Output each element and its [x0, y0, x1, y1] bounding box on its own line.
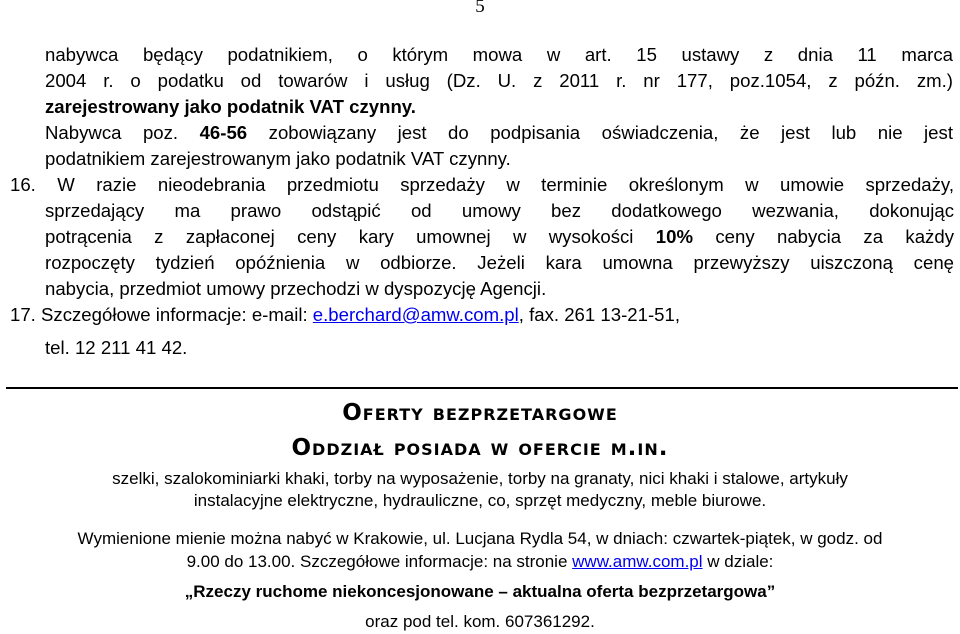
buyer-declaration-prefix: Nabywca poz.	[45, 122, 200, 143]
item-16-line-1-text: 16. W razie nieodebrania przedmiotu sprzedaży w terminie określonym w umowie sprzedaży,	[10, 174, 954, 195]
phone-number: tel. 12 211 41 42.	[45, 337, 188, 358]
item-16-line-2: sprzedający ma prawo odstąpić od umowy bez dodatkowego wezwania, dokonując	[45, 200, 954, 221]
item-16-line-5: nabycia, przedmiot umowy przechodzi w dyspozycję Agencji.	[45, 278, 547, 299]
offers-subtitle: Oddział posiada w ofercie m.in.	[291, 435, 669, 461]
item-16-line-3	[45, 224, 954, 250]
purchase-location: Wymienione mienie można nabyć w Krakowie, ul. Lucjana Rydla 54, w dniach: czwartek-piątek, w godz. od	[77, 529, 883, 548]
penalty-percent: 10%	[655, 226, 694, 247]
buyer-declaration-line-1	[45, 120, 953, 146]
item-17-contact	[10, 302, 680, 328]
item-17-prefix: 17. Szczegółowe informacje: e-mail:	[10, 304, 313, 325]
page-number: 5	[475, 0, 485, 17]
item-15-line-2: 2004 r. o podatku od towarów i usług (Dz. U. z 2011 r. nr 177, poz.1054, z późn. zm.)	[45, 70, 953, 91]
buyer-declaration-note	[45, 120, 953, 146]
fax-number: , fax. 261 13-21-51,	[518, 304, 680, 325]
purchase-hours	[0, 551, 960, 573]
item-16-line-3-prefix: potrącenia z zapłaconej ceny kary umownej w wysokości	[45, 226, 656, 247]
item-15-line-1: nabywca będący podatnikiem, o którym mowa w art. 15 ustawy z dnia 11 marca	[45, 44, 953, 65]
mobile-phone: oraz pod tel. kom. 607361292.	[365, 612, 595, 631]
item-15-vat-status: zarejestrowany jako podatnik VAT czynny.	[45, 96, 416, 117]
offer-items-line-2: instalacyjne elektryczne, hydrauliczne, co, sprzęt medyczny, meble biurowe.	[193, 491, 767, 510]
item-16-body	[45, 198, 954, 276]
offer-section-name: „Rzeczy ruchome niekoncesjonowane – aktualna oferta bezprzetargowa”	[184, 582, 776, 601]
offers-title: Oferty bezprzetargowe	[342, 400, 618, 426]
buyer-declaration-rest: zobowiązany jest do podpisania oświadczenia, że jest lub nie jest	[247, 122, 953, 143]
offer-items-line-1: szelki, szalokominiarki khaki, torby na wyposażenie, torby na granaty, nici khaki i stalowe, artykuły	[112, 469, 848, 488]
section-divider	[6, 387, 958, 389]
buyer-declaration-line-2: podatnikiem zarejestrowanym jako podatnik VAT czynny.	[45, 148, 511, 169]
purchase-hours-suffix: w dziale:	[702, 552, 774, 571]
item-16-line-1	[10, 172, 954, 198]
item-16-line-3-rest: ceny nabycia za każdy	[693, 226, 954, 247]
purchase-hours-text: 9.00 do 13.00. Szczegółowe informacje: na stronie	[186, 552, 573, 571]
email-link[interactable]: e.berchard@amw.com.pl	[312, 304, 519, 325]
item-15-text	[45, 42, 953, 94]
item-16-line-4: rozpoczęty tydzień opóźnienia w odbiorze. Jeżeli kara umowna przewyższy uiszczoną cenę	[45, 252, 954, 273]
website-link[interactable]: www.amw.com.pl	[572, 552, 703, 571]
buyer-declaration-positions: 46-56	[199, 122, 248, 143]
